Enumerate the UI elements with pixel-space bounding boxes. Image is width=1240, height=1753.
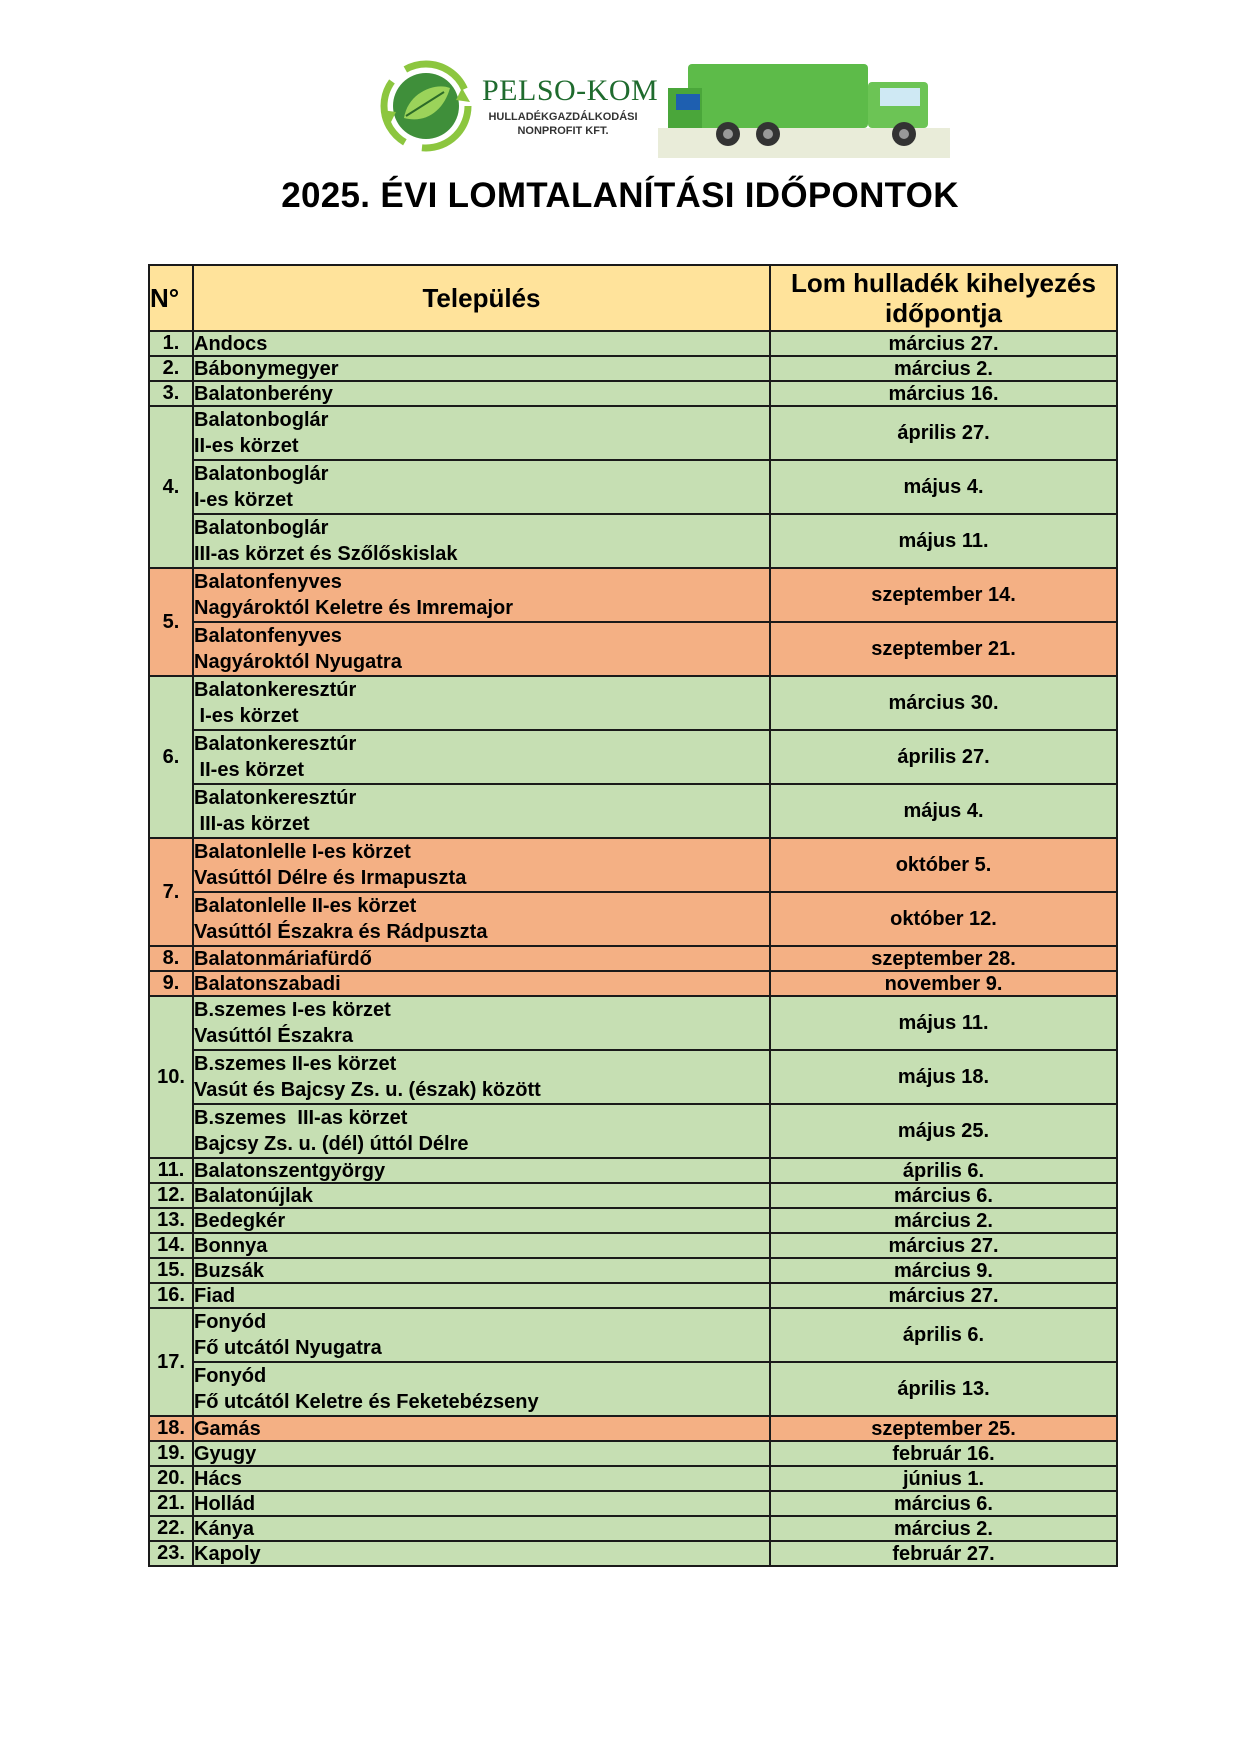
- collection-date: szeptember 21.: [770, 622, 1117, 676]
- leaf-recycle-logo-icon: [378, 58, 474, 154]
- settlement-line2: III-as körzet és Szőlőskislak: [194, 543, 458, 565]
- row-number: 2.: [149, 356, 193, 381]
- settlement-line2: Vasúttól Északra és Rádpuszta: [194, 921, 488, 943]
- settlement-name: [193, 1308, 770, 1362]
- collection-date: március 6.: [770, 1183, 1117, 1208]
- settlement-line1: B.szemes I-es körzet: [194, 999, 391, 1021]
- collection-date: május 11.: [770, 514, 1117, 568]
- settlement-line2: Nagyároktól Keletre és Imremajor: [194, 597, 514, 619]
- settlement-name: [193, 1104, 770, 1158]
- settlement-name: Kánya: [193, 1516, 770, 1541]
- collection-date: október 5.: [770, 838, 1117, 892]
- collection-date: március 27.: [770, 1283, 1117, 1308]
- table-row: [149, 784, 1117, 838]
- row-number: 3.: [149, 381, 193, 406]
- table-row: [149, 1308, 1117, 1362]
- table-row: [149, 1541, 1117, 1566]
- table-row: [149, 356, 1117, 381]
- settlement-line1: B.szemes III-as körzet: [194, 1107, 408, 1129]
- settlement-name: Buzsák: [193, 1258, 770, 1283]
- collection-date: február 16.: [770, 1441, 1117, 1466]
- settlement-name: Gyugy: [193, 1441, 770, 1466]
- table-row: [149, 946, 1117, 971]
- settlement-line2: Vasúttól Délre és Irmapuszta: [194, 867, 467, 889]
- settlement-name: Bonnya: [193, 1233, 770, 1258]
- table-row: [149, 1050, 1117, 1104]
- settlement-name: Hollád: [193, 1491, 770, 1516]
- settlement-line2: Nagyároktól Nyugatra: [194, 651, 402, 673]
- settlement-line1: Balatonlelle I-es körzet: [194, 841, 411, 863]
- settlement-line1: Balatonlelle II-es körzet: [194, 895, 417, 917]
- page-title: 2025. ÉVI LOMTALANÍTÁSI IDŐPONTOK: [281, 176, 959, 215]
- collection-date: március 16.: [770, 381, 1117, 406]
- table-row: [149, 730, 1117, 784]
- row-number: 9.: [149, 971, 193, 996]
- settlement-line1: Balatonfenyves: [194, 571, 342, 593]
- settlement-line2: III-as körzet: [194, 813, 310, 835]
- table-row: [149, 331, 1117, 356]
- settlement-name: [193, 1362, 770, 1416]
- collection-date: április 6.: [770, 1308, 1117, 1362]
- brand-subtitle-line1: HULLADÉKGAZDÁLKODÁSI: [488, 111, 638, 123]
- settlement-name: Balatonmáriafürdő: [193, 946, 770, 971]
- table-row: [149, 1441, 1117, 1466]
- settlement-name: Bábonymegyer: [193, 356, 770, 381]
- brand-name: PELSO-KOM: [482, 74, 659, 107]
- collection-date: november 9.: [770, 971, 1117, 996]
- settlement-line2: II-es körzet: [194, 435, 299, 457]
- table-row: [149, 676, 1117, 730]
- row-number: 11.: [149, 1158, 193, 1183]
- table-row: [149, 622, 1117, 676]
- settlement-line2: Vasúttól Északra: [194, 1025, 353, 1047]
- settlement-name: [193, 622, 770, 676]
- settlement-line1: Balatonboglár: [194, 463, 329, 485]
- table-row: [149, 1158, 1117, 1183]
- table-header-row: [149, 265, 1117, 331]
- collection-date: április 13.: [770, 1362, 1117, 1416]
- header-date: Lom hulladék kihelyezés időpontja: [770, 265, 1117, 331]
- settlement-line1: B.szemes II-es körzet: [194, 1053, 397, 1075]
- settlement-name: Hács: [193, 1466, 770, 1491]
- settlement-name: Gamás: [193, 1416, 770, 1441]
- collection-date: március 9.: [770, 1258, 1117, 1283]
- settlement-name: [193, 784, 770, 838]
- settlement-line1: Balatonboglár: [194, 517, 329, 539]
- table-row: [149, 1233, 1117, 1258]
- table-row: [149, 568, 1117, 622]
- settlement-name: [193, 568, 770, 622]
- header-no: N°: [149, 265, 193, 331]
- row-number: 17.: [149, 1308, 193, 1416]
- schedule-table: [148, 264, 1118, 1567]
- collection-date: május 4.: [770, 460, 1117, 514]
- settlement-name: [193, 406, 770, 460]
- table-row: [149, 460, 1117, 514]
- collection-date: május 4.: [770, 784, 1117, 838]
- row-number: 19.: [149, 1441, 193, 1466]
- collection-date: március 2.: [770, 1516, 1117, 1541]
- table-row: [149, 1491, 1117, 1516]
- settlement-name: [193, 996, 770, 1050]
- settlement-name: Balatonberény: [193, 381, 770, 406]
- collection-date: október 12.: [770, 892, 1117, 946]
- row-number: 4.: [149, 406, 193, 568]
- settlement-line1: Balatonkeresztúr: [194, 679, 357, 701]
- garbage-truck-icon: [658, 58, 950, 158]
- collection-date: szeptember 25.: [770, 1416, 1117, 1441]
- collection-date: március 6.: [770, 1491, 1117, 1516]
- settlement-name: Balatonszentgyörgy: [193, 1158, 770, 1183]
- row-number: 22.: [149, 1516, 193, 1541]
- header-settlement: Település: [193, 265, 770, 331]
- table-row: [149, 1283, 1117, 1308]
- settlement-line1: Balatonboglár: [194, 409, 329, 431]
- settlement-line1: Balatonfenyves: [194, 625, 342, 647]
- collection-date: április 27.: [770, 406, 1117, 460]
- collection-date: március 2.: [770, 1208, 1117, 1233]
- collection-date: március 2.: [770, 356, 1117, 381]
- row-number: 18.: [149, 1416, 193, 1441]
- settlement-name: [193, 460, 770, 514]
- settlement-name: Balatonszabadi: [193, 971, 770, 996]
- row-number: 15.: [149, 1258, 193, 1283]
- settlement-name: Andocs: [193, 331, 770, 356]
- collection-date: május 11.: [770, 996, 1117, 1050]
- collection-date: március 27.: [770, 331, 1117, 356]
- table-row: [149, 1516, 1117, 1541]
- settlement-name: [193, 892, 770, 946]
- table-row: [149, 1416, 1117, 1441]
- collection-date: május 25.: [770, 1104, 1117, 1158]
- row-number: 12.: [149, 1183, 193, 1208]
- table-row: [149, 971, 1117, 996]
- brand-subtitle: [488, 110, 638, 138]
- row-number: 10.: [149, 996, 193, 1158]
- collection-date: szeptember 28.: [770, 946, 1117, 971]
- row-number: 23.: [149, 1541, 193, 1566]
- settlement-line1: Fonyód: [194, 1311, 267, 1333]
- brand-subtitle-line2: NONPROFIT KFT.: [517, 125, 609, 137]
- settlement-name: [193, 1050, 770, 1104]
- table-row: [149, 1208, 1117, 1233]
- settlement-line2: Fő utcától Keletre és Feketebézseny: [194, 1391, 539, 1413]
- collection-date: április 27.: [770, 730, 1117, 784]
- row-number: 14.: [149, 1233, 193, 1258]
- row-number: 6.: [149, 676, 193, 838]
- table-row: [149, 381, 1117, 406]
- header: [378, 58, 950, 158]
- collection-date: március 30.: [770, 676, 1117, 730]
- row-number: 13.: [149, 1208, 193, 1233]
- collection-date: február 27.: [770, 1541, 1117, 1566]
- settlement-name: [193, 838, 770, 892]
- settlement-line1: Balatonkeresztúr: [194, 787, 357, 809]
- settlement-line2: Fő utcától Nyugatra: [194, 1337, 382, 1359]
- table-row: [149, 1362, 1117, 1416]
- settlement-name: [193, 676, 770, 730]
- settlement-line1: Balatonkeresztúr: [194, 733, 357, 755]
- table-row: [149, 838, 1117, 892]
- table-row: [149, 406, 1117, 460]
- collection-date: június 1.: [770, 1466, 1117, 1491]
- row-number: 7.: [149, 838, 193, 946]
- settlement-name: [193, 730, 770, 784]
- row-number: 20.: [149, 1466, 193, 1491]
- collection-date: március 27.: [770, 1233, 1117, 1258]
- settlement-line2: I-es körzet: [194, 489, 293, 511]
- settlement-name: Fiad: [193, 1283, 770, 1308]
- settlement-name: Balatonújlak: [193, 1183, 770, 1208]
- table-row: [149, 514, 1117, 568]
- table-row: [149, 1466, 1117, 1491]
- row-number: 8.: [149, 946, 193, 971]
- row-number: 16.: [149, 1283, 193, 1308]
- table-row: [149, 1258, 1117, 1283]
- settlement-line2: II-es körzet: [194, 759, 305, 781]
- settlement-name: Kapoly: [193, 1541, 770, 1566]
- row-number: 1.: [149, 331, 193, 356]
- row-number: 5.: [149, 568, 193, 676]
- settlement-line1: Fonyód: [194, 1365, 267, 1387]
- collection-date: április 6.: [770, 1158, 1117, 1183]
- table-row: [149, 996, 1117, 1050]
- collection-date: május 18.: [770, 1050, 1117, 1104]
- collection-date: szeptember 14.: [770, 568, 1117, 622]
- table-row: [149, 1183, 1117, 1208]
- settlement-name: [193, 514, 770, 568]
- settlement-line2: Bajcsy Zs. u. (dél) úttól Délre: [194, 1133, 469, 1155]
- row-number: 21.: [149, 1491, 193, 1516]
- settlement-name: Bedegkér: [193, 1208, 770, 1233]
- settlement-line2: I-es körzet: [194, 705, 299, 727]
- table-row: [149, 892, 1117, 946]
- table-row: [149, 1104, 1117, 1158]
- settlement-line2: Vasút és Bajcsy Zs. u. (észak) között: [194, 1079, 541, 1101]
